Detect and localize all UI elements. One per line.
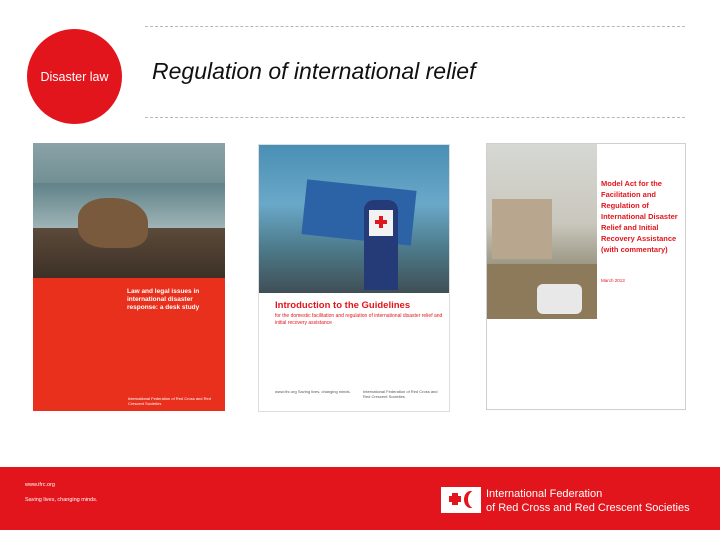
logo-divider <box>480 487 481 513</box>
cover-photo-container <box>301 179 416 245</box>
title-divider <box>145 117 685 118</box>
topic-badge-label: Disaster law <box>40 69 109 84</box>
cover-footer-right: International Federation of Red Cross and Red Crescent Societies <box>363 389 438 399</box>
footer-tagline: Saving lives, changing minds. <box>25 497 98 503</box>
cover-desk-study <box>33 143 225 411</box>
cover-footer-left: www.ifrc.org Saving lives, changing minds. <box>275 389 351 394</box>
cover-introduction-guidelines <box>258 144 450 412</box>
org-name-line2: of Red Cross and Red Crescent Societies <box>486 502 690 514</box>
slide-title: Regulation of international relief <box>152 58 476 84</box>
red-cross-icon-vertical <box>452 493 458 505</box>
cover-title: Law and legal issues in international disaster response: a desk study <box>127 288 200 311</box>
footer-website: www.ifrc.org <box>25 482 55 488</box>
cover-photo-vehicle <box>537 284 582 314</box>
cover-photo-rock <box>78 198 148 248</box>
footer-bar <box>0 467 720 530</box>
cover-footer: International Federation of Red Cross and Red Crescent Societies <box>128 396 211 406</box>
cover-model-act <box>486 143 686 410</box>
cover-photo-building <box>492 199 552 259</box>
cover-date: March 2013 <box>601 278 625 283</box>
cover-title: Introduction to the Guidelines <box>275 300 411 311</box>
red-crescent-icon-cutout <box>468 491 480 508</box>
top-divider <box>145 26 685 27</box>
red-cross-icon-vertical <box>379 216 383 228</box>
topic-badge <box>27 29 122 124</box>
org-name-line1: International Federation <box>486 488 603 500</box>
cover-title: Model Act for the Facilitation and Regulation of International Disaster Relief and Initial Recovery Assistance (with commentary) <box>601 179 678 254</box>
cover-subtitle: for the domestic facilitation and regulation of international disaster relief and initial recovery assistance <box>275 313 443 326</box>
